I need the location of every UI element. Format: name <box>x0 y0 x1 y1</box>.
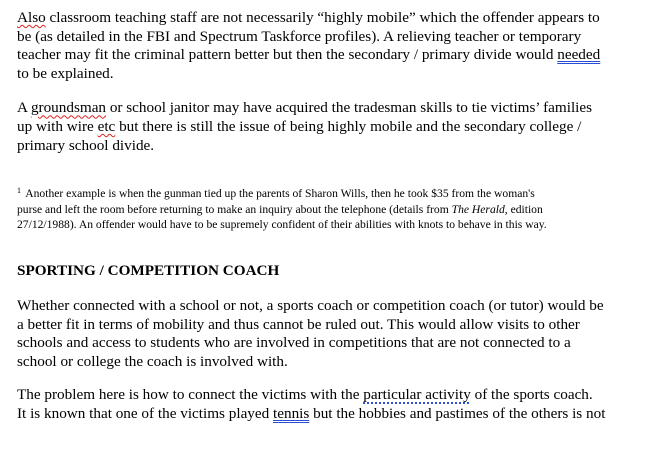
text-line <box>17 118 643 137</box>
text-run: , edition <box>504 202 543 216</box>
text-run: A <box>17 99 31 117</box>
paragraph-groundsman <box>17 99 643 155</box>
text-line <box>17 9 643 28</box>
text-run: but the hobbies and pastimes of the others is not <box>309 404 606 422</box>
footnote-line <box>17 183 643 201</box>
text-run: It is known that one of the victims played <box>17 404 274 422</box>
footnote <box>17 183 643 232</box>
text-run: classroom teaching staff are not necessarily “highly mobile” which the offender appears to <box>45 9 600 26</box>
text-line: schools and access to students who are involved in competitions that are not connected to a <box>17 334 571 352</box>
text-run: teacher may fit the criminal pattern better but then the secondary / primary divide would <box>17 46 558 64</box>
footnote-marker: 1 <box>17 186 21 196</box>
paragraph-sports-coach <box>17 297 643 371</box>
spelling-flagged-word[interactable]: groundsman <box>30 99 107 117</box>
footnote-line <box>17 202 643 217</box>
text-line: a better fit in terms of mobility and thus cannot be ruled out. This would allow visits to other <box>17 315 580 333</box>
paragraph-teaching-staff <box>17 9 643 83</box>
text-line <box>17 46 643 65</box>
text-run: up with wire <box>17 117 98 135</box>
spelling-flagged-word[interactable]: etc <box>97 117 116 135</box>
text-run: Another example is when the gunman tied up the parents of Sharon Wills, then he took $35 from the woman's <box>23 187 535 201</box>
text-run: The problem here is how to connect the victims with the <box>17 386 364 404</box>
document-page <box>17 9 643 424</box>
text-line: primary school divide. <box>17 136 155 154</box>
spelling-flagged-word[interactable]: Also <box>17 9 46 26</box>
grammar-flagged-word[interactable]: needed <box>557 46 601 64</box>
paragraph-problem <box>17 386 643 423</box>
text-run: of the sports coach. <box>470 386 593 404</box>
text-line: be (as detailed in the FBI and Spectrum Taskforce profiles). A relieving teacher or temporary <box>17 27 582 45</box>
text-line: school or college the coach is involved with. <box>17 352 288 370</box>
text-line: Whether connected with a school or not, a sports coach or competition coach (or tutor) would be <box>17 296 604 314</box>
text-line <box>17 99 643 118</box>
text-run: or school janitor may have acquired the tradesman skills to tie victims’ families <box>106 99 593 117</box>
section-heading: SPORTING / COMPETITION COACH <box>17 262 280 280</box>
text-line <box>17 386 643 405</box>
footnote-line: 27/12/1988). An offender would have to be supremely confident of their abilities with knots to behave in this way. <box>17 217 547 231</box>
text-run: but there is still the issue of being highly mobile and the secondary college / <box>115 117 582 135</box>
text-line: to be explained. <box>17 64 114 82</box>
text-run: purse and left the room before returning to make an inquiry about the telephone (details from <box>17 202 452 216</box>
grammar-flagged-phrase[interactable]: particular activity <box>363 386 471 404</box>
text-line <box>17 405 643 424</box>
grammar-flagged-word[interactable]: tennis <box>273 404 310 422</box>
publication-title: The Herald <box>451 202 505 216</box>
